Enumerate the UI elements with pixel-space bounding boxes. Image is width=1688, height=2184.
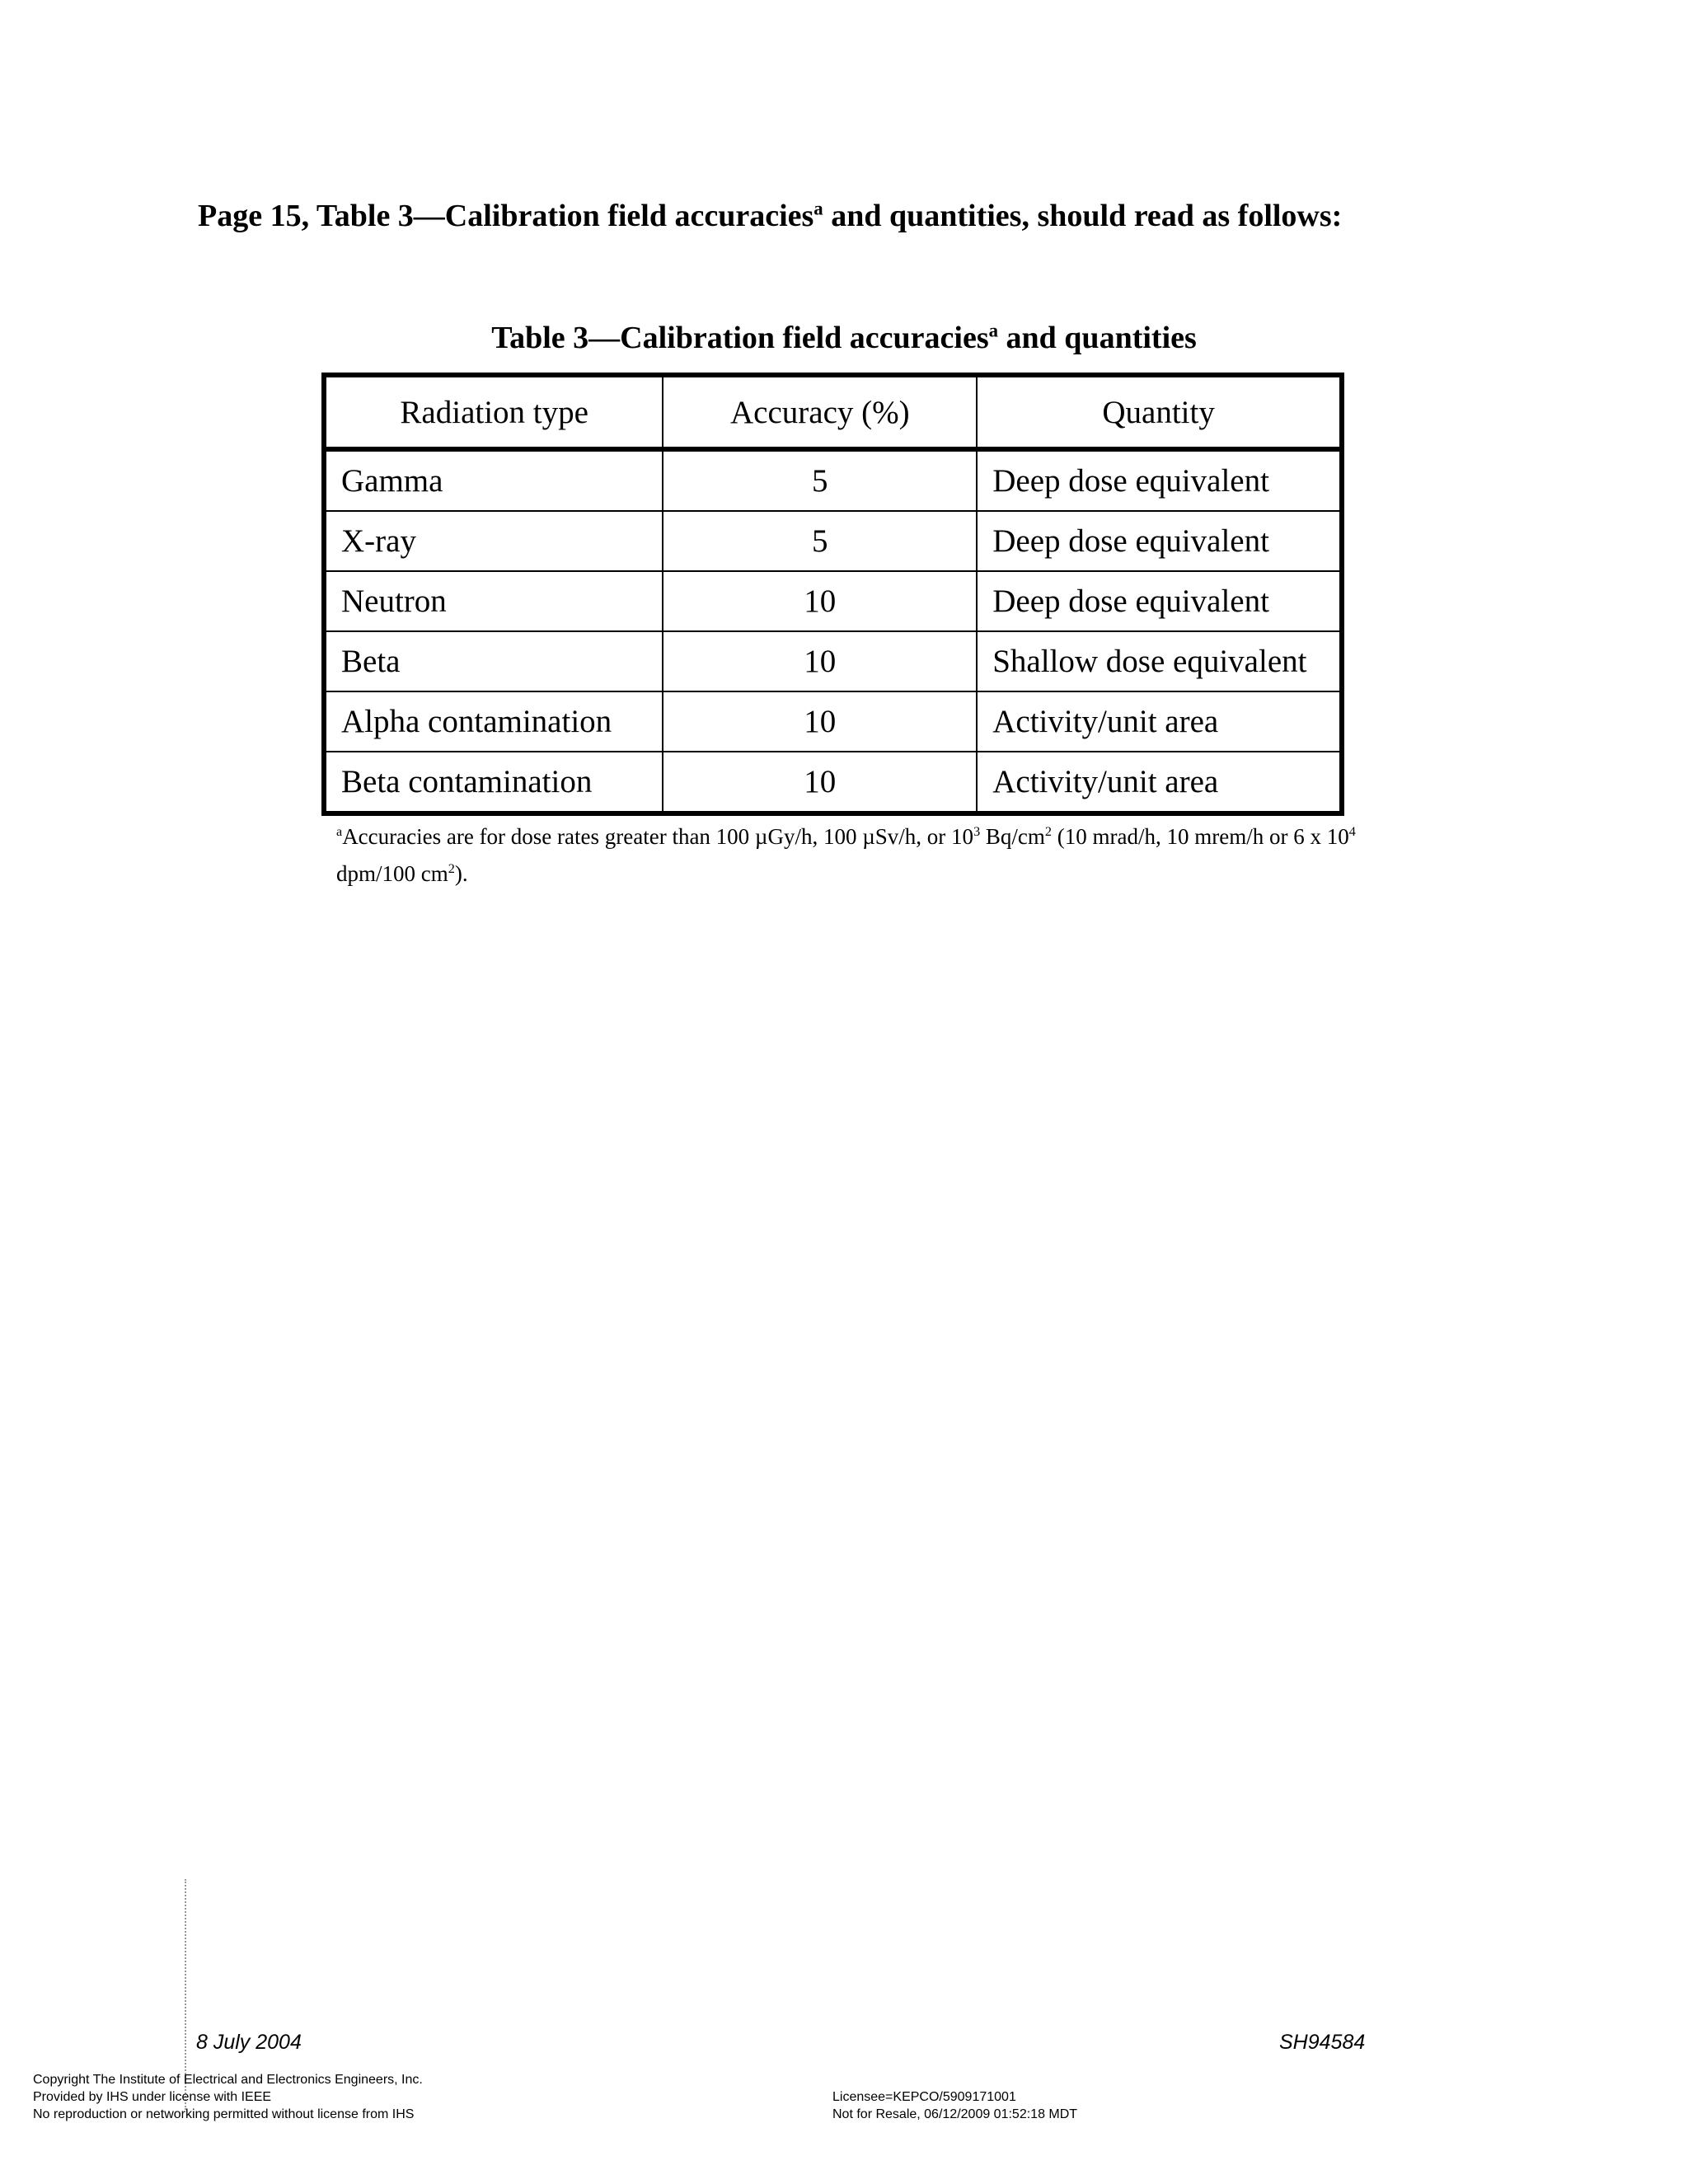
table-title-text: Table 3—Calibration field accuracies (491, 321, 989, 355)
footnote-exponent: 4 (1348, 824, 1356, 839)
cell-radiation-type: X-ray (324, 511, 663, 571)
footnote-text: Bq/cm (980, 824, 1045, 849)
footnote-marker: a (336, 824, 343, 839)
table-row (324, 631, 1342, 691)
header-quantity: Quantity (977, 375, 1342, 449)
table-title-text-end: and quantities (998, 321, 1197, 355)
cell-quantity: Deep dose equivalent (977, 511, 1342, 571)
cell-radiation-type: Beta contamination (324, 752, 663, 813)
cell-quantity: Activity/unit area (977, 691, 1342, 752)
table-row (324, 691, 1342, 752)
cell-accuracy: 10 (663, 691, 977, 752)
page-heading (198, 198, 1342, 234)
cell-radiation-type: Alpha contamination (324, 691, 663, 752)
cell-quantity: Activity/unit area (977, 752, 1342, 813)
copyright-notice (33, 2071, 423, 2123)
footnote-exponent: 3 (973, 824, 981, 839)
footnote-text: Accuracies are for dose rates greater than 100 µGy/h, 100 µSv/h, or 10 (342, 824, 974, 849)
heading-text-end: and quantities, should read as follows: (823, 199, 1343, 233)
header-accuracy: Accuracy (%) (663, 375, 977, 449)
footnote-text: (10 mrad/h, 10 mrem/h or 6 x 10 (1052, 824, 1349, 849)
cell-radiation-type: Beta (324, 631, 663, 691)
table-row (324, 449, 1342, 511)
table-title (0, 320, 1688, 356)
footer-date: 8 July 2004 (196, 2031, 302, 2054)
licensee-notice (832, 2088, 1077, 2123)
heading-footnote-marker: a (814, 198, 823, 219)
cell-quantity: Deep dose equivalent (977, 449, 1342, 511)
footnote-text: ). (454, 861, 468, 886)
cell-accuracy: 5 (663, 511, 977, 571)
licensee-line: Licensee=KEPCO/5909171001 (832, 2090, 1016, 2104)
calibration-table (321, 373, 1344, 816)
table-row (324, 752, 1342, 813)
footnote-text: dpm/100 cm (336, 861, 448, 886)
copyright-line: Copyright The Institute of Electrical and Electronics Engineers, Inc. (33, 2073, 423, 2087)
table-row (324, 511, 1342, 571)
cell-quantity: Deep dose equivalent (977, 571, 1342, 631)
table-footnote (336, 818, 1358, 893)
table-row (324, 571, 1342, 631)
licensee-line: Not for Resale, 06/12/2009 01:52:18 MDT (832, 2107, 1078, 2121)
footer-doc-id: SH94584 (1279, 2031, 1366, 2054)
cell-accuracy: 10 (663, 571, 977, 631)
cell-radiation-type: Gamma (324, 449, 663, 511)
cell-quantity: Shallow dose equivalent (977, 631, 1342, 691)
header-radiation-type: Radiation type (324, 375, 663, 449)
cell-radiation-type: Neutron (324, 571, 663, 631)
cell-accuracy: 10 (663, 752, 977, 813)
cell-accuracy: 10 (663, 631, 977, 691)
copyright-line: No reproduction or networking permitted without license from IHS (33, 2107, 415, 2121)
copyright-line: Provided by IHS under license with IEEE (33, 2090, 272, 2104)
heading-text: Page 15, Table 3—Calibration field accuracies (198, 199, 814, 233)
table-header-row (324, 375, 1342, 449)
cell-accuracy: 5 (663, 449, 977, 511)
footnote-exponent: 2 (1044, 824, 1052, 839)
footnote-exponent: 2 (448, 861, 455, 876)
table-title-footnote-marker: a (988, 320, 999, 341)
